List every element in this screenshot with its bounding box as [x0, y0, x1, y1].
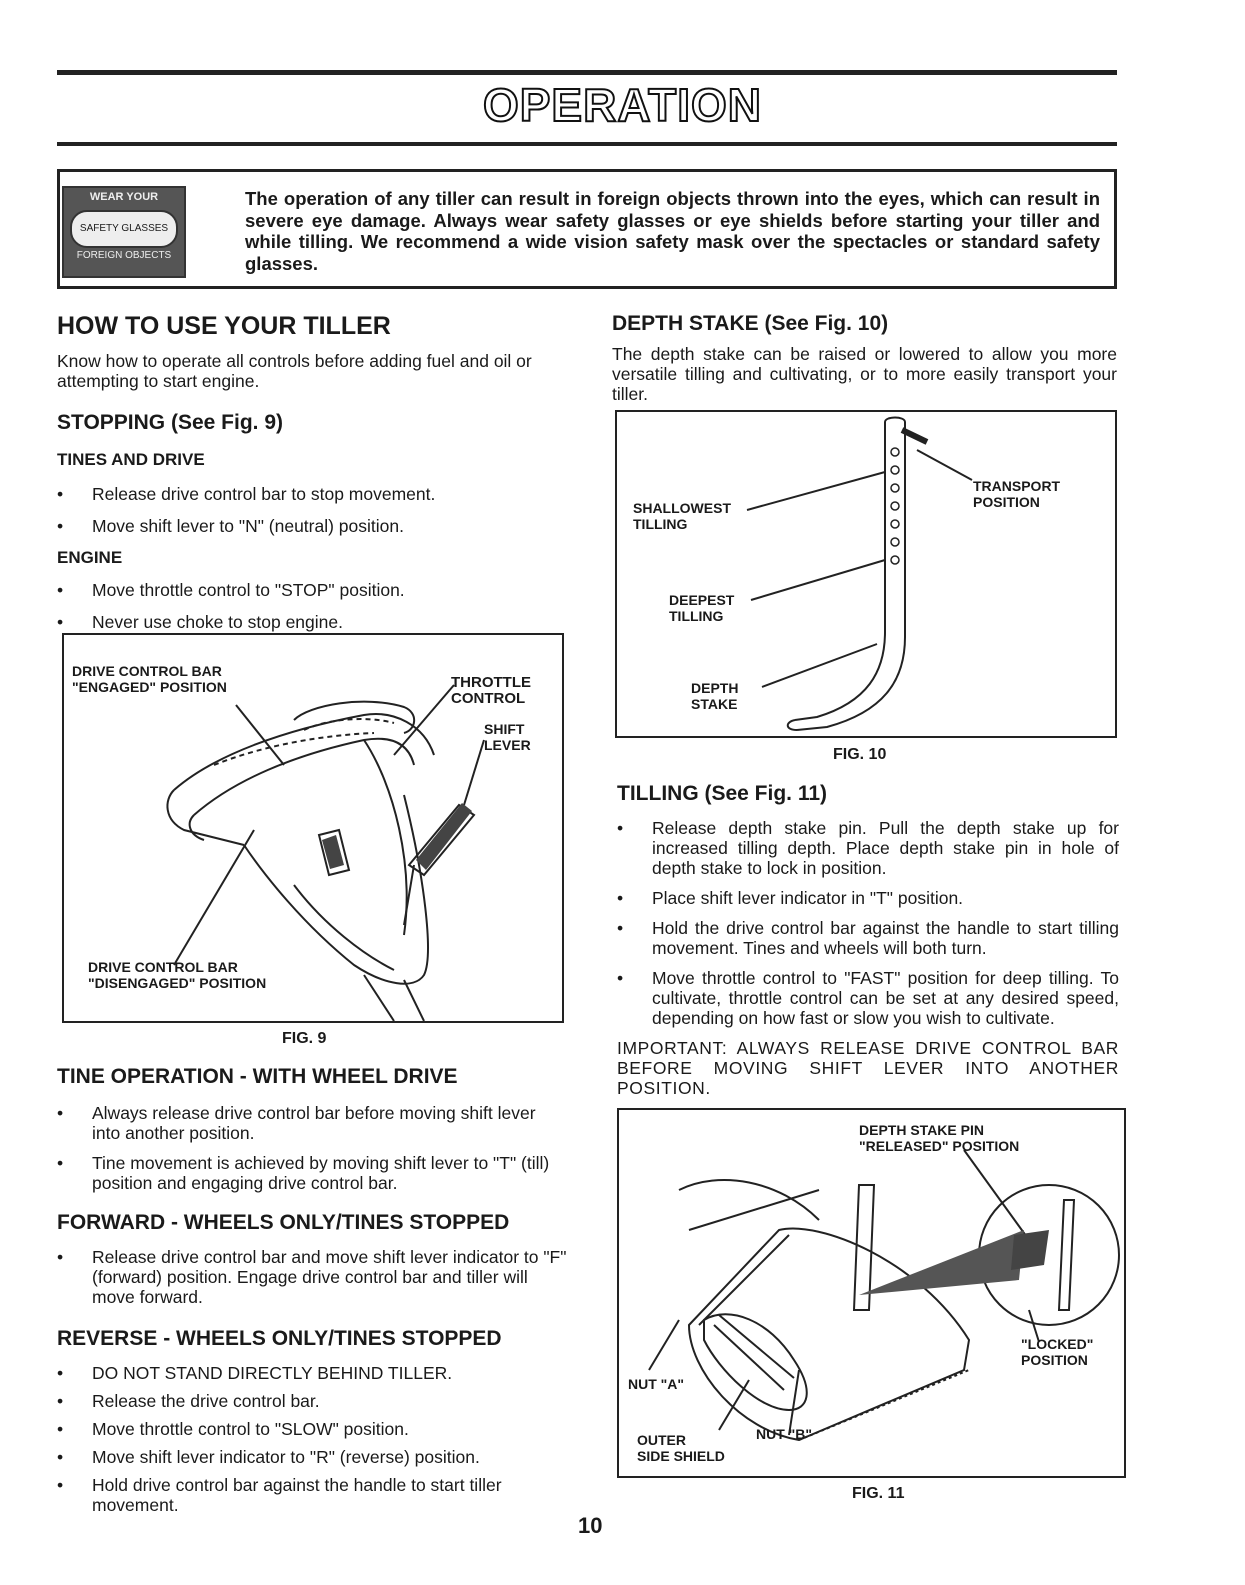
fig9-frame: [62, 633, 564, 1023]
left-lower-column: [57, 1065, 567, 1515]
fig9-label-disengaged: DRIVE CONTROL BAR "DISENGAGED" POSITION: [88, 959, 267, 991]
list-item: • Release drive control bar and move shift lever indicator to "F" (forward) position. Engage drive control bar and tiller will move forward.: [57, 1247, 567, 1307]
list-item: • Move shift lever indicator to "R" (reverse) position.: [57, 1447, 567, 1467]
list-item: • Move shift lever to "N" (neutral) position.: [57, 516, 567, 536]
important-note: IMPORTANT: ALWAYS RELEASE DRIVE CONTROL BAR BEFORE MOVING SHIFT LEVER INTO ANOTHER POSITION.: [617, 1038, 1119, 1098]
list-item: • Never use choke to stop engine.: [57, 612, 567, 632]
list-item: • Hold drive control bar against the handle to start tiller movement.: [57, 1475, 567, 1515]
icon-middle-text: SAFETY GLASSES: [70, 210, 178, 248]
depth-stake-text: The depth stake can be raised or lowered to allow you more versatile tilling and cultivating, or to more easily transport your tiller.: [612, 344, 1117, 404]
top-rule: [57, 70, 1117, 75]
list-item: • Always release drive control bar before moving shift lever into another position.: [57, 1103, 567, 1143]
fig10-label-stake: DEPTH STAKE: [691, 680, 739, 712]
list-item: • Release drive control bar to stop movement.: [57, 484, 567, 504]
list-item: • Move throttle control to "SLOW" position.: [57, 1419, 567, 1439]
icon-bottom-text: FOREIGN OBJECTS: [76, 250, 172, 261]
list-item: • Place shift lever indicator in "T" position.: [617, 888, 1119, 908]
forward-heading: FORWARD - WHEELS ONLY/TINES STOPPED: [57, 1211, 510, 1234]
right-column: [612, 312, 1117, 404]
fig11-label-pin: DEPTH STAKE PIN "RELEASED" POSITION: [859, 1122, 1020, 1154]
tilling-section: [617, 782, 1119, 1098]
warning-text: The operation of any tiller can result in foreign objects thrown into the eyes, which can result in severe eye damage. Always wear safety glasses or eye shields before starting your tiller and while tilling. We recommend a wide vision safety mask over the spectacles or standard safety glasses.: [245, 188, 1100, 274]
intro-text: Know how to operate all controls before adding fuel and oil or attempting to start engine.: [57, 351, 532, 391]
how-to-use-heading: HOW TO USE YOUR TILLER: [57, 312, 391, 340]
list-item: • DO NOT STAND DIRECTLY BEHIND TILLER.: [57, 1363, 567, 1383]
fig9-label-engaged: DRIVE CONTROL BAR "ENGAGED" POSITION: [72, 663, 227, 695]
fig11-label-shield: OUTER SIDE SHIELD: [637, 1432, 725, 1464]
page-number: 10: [578, 1513, 603, 1538]
list-item: • Release depth stake pin. Pull the depth stake up for increased tilling depth. Place depth stake pin in hole of depth stake to lock in position.: [617, 818, 1119, 878]
fig10-frame: [615, 410, 1117, 738]
tines-heading: TINES AND DRIVE: [57, 450, 205, 469]
list-item: • Move throttle control to "FAST" position for deep tilling. To cultivate, throttle control can be set at any desired speed, depending on how fast or slow you wish to cultivate.: [617, 968, 1119, 1028]
fig11-caption: FIG. 11: [852, 1485, 905, 1502]
icon-top-text: WEAR YOUR: [89, 191, 159, 203]
fig10-label-transport: TRANSPORT POSITION: [973, 478, 1061, 510]
fig10-label-deepest: DEEPEST TILLING: [669, 592, 735, 624]
reverse-heading: REVERSE - WHEELS ONLY/TINES STOPPED: [57, 1327, 502, 1350]
fig10-label-shallowest: SHALLOWEST TILLING: [633, 500, 731, 532]
fig11-label-nut-a: NUT "A": [628, 1376, 685, 1392]
engine-heading: ENGINE: [57, 548, 123, 567]
safety-glasses-icon: [62, 186, 186, 278]
title-rule: [57, 142, 1117, 146]
fig10-caption: FIG. 10: [833, 746, 887, 763]
page-title: OPERATION: [482, 79, 763, 131]
fig11-label-locked: "LOCKED" POSITION: [1021, 1336, 1094, 1368]
fig11-side-shield-illustration: [619, 1110, 1124, 1476]
fig9-caption: FIG. 9: [282, 1030, 327, 1047]
list-item: • Hold the drive control bar against the handle to start tilling movement. Tines and wheels will both turn.: [617, 918, 1119, 958]
tilling-heading: TILLING (See Fig. 11): [617, 782, 828, 805]
stopping-heading: STOPPING (See Fig. 9): [57, 411, 283, 434]
fig9-label-shift: SHIFT LEVER: [484, 721, 531, 753]
depth-stake-heading: DEPTH STAKE (See Fig. 10): [612, 312, 889, 335]
list-item: • Move throttle control to "STOP" position.: [57, 580, 567, 600]
list-item: • Release the drive control bar.: [57, 1391, 567, 1411]
tine-operation-heading: TINE OPERATION - WITH WHEEL DRIVE: [57, 1065, 458, 1088]
list-item: • Tine movement is achieved by moving shift lever to "T" (till) position and engaging drive control bar.: [57, 1153, 567, 1193]
fig11-label-nut-b: NUT "B": [756, 1426, 813, 1442]
left-column: [57, 312, 567, 632]
fig9-label-throttle: THROTTLE CONTROL: [451, 674, 531, 707]
fig11-frame: [617, 1108, 1126, 1478]
